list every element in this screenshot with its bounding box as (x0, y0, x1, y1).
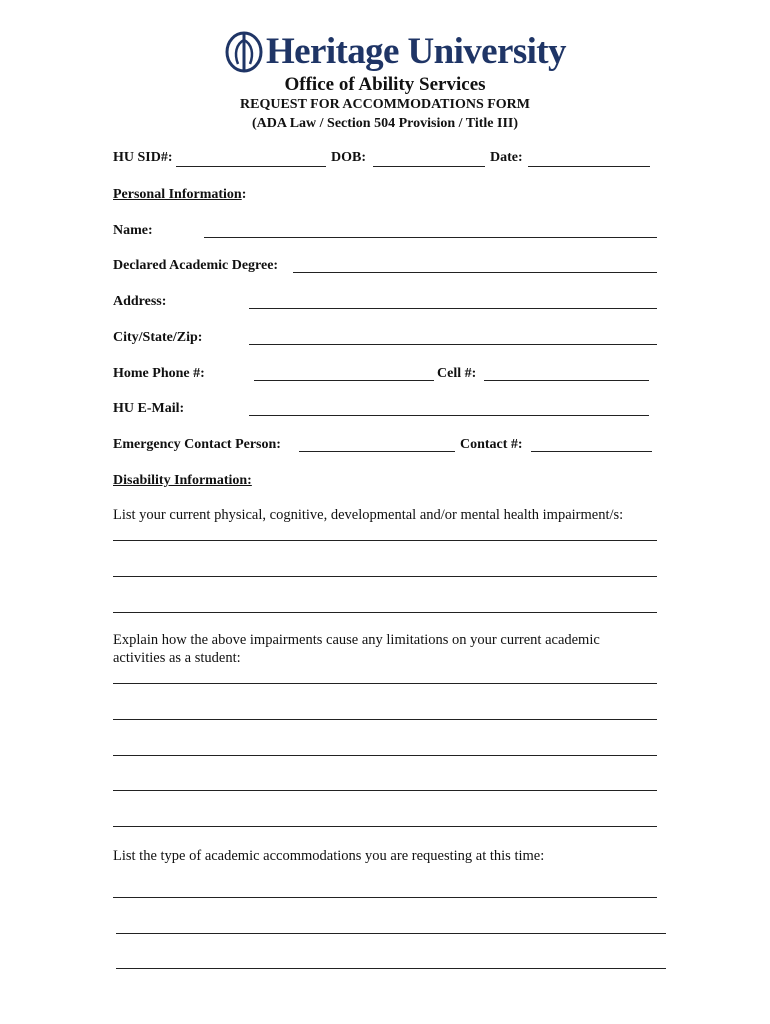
impairments-line-3[interactable] (113, 594, 657, 613)
address-field[interactable] (249, 290, 657, 309)
limitations-line-4[interactable] (113, 772, 657, 791)
date-label: Date: (490, 150, 523, 165)
limitations-prompt-line-2: activities as a student: (113, 650, 241, 666)
academic-degree-field[interactable] (293, 254, 657, 273)
address-label: Address: (113, 294, 167, 309)
office-title: Office of Ability Services (284, 74, 486, 95)
emergency-contact-label: Emergency Contact Person: (113, 437, 281, 452)
hu-sid-field[interactable] (176, 148, 326, 167)
heritage-seal-icon (224, 30, 264, 74)
city-state-zip-label: City/State/Zip: (113, 330, 203, 345)
accommodations-line-2[interactable] (116, 915, 666, 934)
impairments-line-1[interactable] (113, 522, 657, 541)
contact-number-field[interactable] (531, 433, 652, 452)
form-subtitle: (ADA Law / Section 504 Provision / Title III) (251, 116, 519, 131)
limitations-line-1[interactable] (113, 665, 657, 684)
university-logo (224, 26, 566, 78)
personal-info-heading-colon: : (241, 187, 247, 202)
hu-email-label: HU E-Mail: (113, 401, 185, 416)
home-phone-field[interactable] (254, 362, 434, 381)
form-title: REQUEST FOR ACCOMMODATIONS FORM (240, 97, 530, 112)
accommodations-line-1[interactable] (113, 879, 657, 898)
disability-info-heading: Disability Information: (113, 473, 252, 488)
limitations-line-5[interactable] (113, 808, 657, 827)
name-label: Name: (113, 223, 153, 238)
home-phone-label: Home Phone #: (113, 366, 205, 381)
contact-number-label: Contact #: (460, 437, 523, 452)
limitations-prompt-line-1: Explain how the above impairments cause any limitations on your current academic (113, 632, 600, 648)
personal-info-heading (113, 187, 246, 203)
hu-sid-label: HU SID#: (113, 150, 173, 165)
impairments-prompt: List your current physical, cognitive, developmental and/or mental health impairment/s: (113, 507, 624, 523)
accommodations-prompt: List the type of academic accommodations you are requesting at this time: (113, 848, 545, 864)
date-field[interactable] (528, 148, 650, 167)
limitations-line-2[interactable] (113, 701, 657, 720)
emergency-contact-field[interactable] (299, 433, 455, 452)
name-field[interactable] (204, 219, 657, 238)
cell-field[interactable] (484, 362, 649, 381)
impairments-line-2[interactable] (113, 558, 657, 577)
accommodations-line-3[interactable] (116, 950, 666, 969)
dob-field[interactable] (373, 148, 485, 167)
dob-label: DOB: (331, 150, 366, 165)
logo-text: Heritage University (266, 31, 566, 72)
city-state-zip-field[interactable] (249, 326, 657, 345)
limitations-line-3[interactable] (113, 737, 657, 756)
academic-degree-label: Declared Academic Degree: (113, 258, 279, 273)
hu-email-field[interactable] (249, 397, 649, 416)
personal-info-heading-text: Personal Information (113, 187, 242, 202)
cell-label: Cell #: (437, 366, 477, 381)
